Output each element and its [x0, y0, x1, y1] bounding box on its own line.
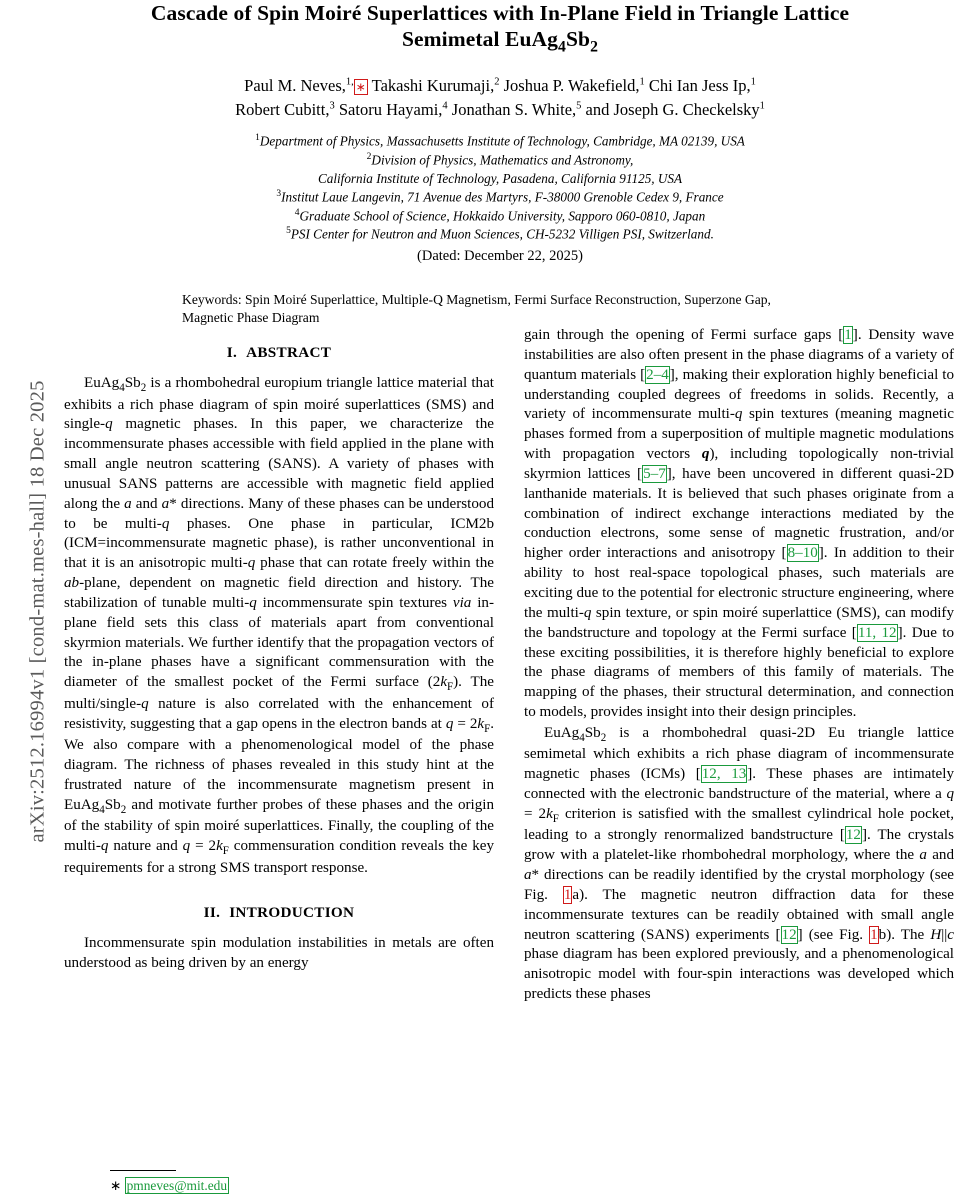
date-line: (Dated: December 22, 2025) [417, 247, 583, 264]
affiliation-item: $^1$Department of Physics, Massachusetts Institute of Technology, Cambridge, MA 02139, USA [255, 133, 745, 149]
affiliation-item: $^5$PSI Center for Neutron and Muon Sciences, CH-5232 Villigen PSI, Switzerland. [286, 226, 714, 242]
corresponding-author-footnote-link[interactable]: ∗ [355, 79, 366, 94]
citation-link[interactable]: 2–4 [646, 366, 669, 383]
arxiv-identifier-stamp: arXiv:2512.16994v1 [cond-mat.mes-hall] 18 Dec 2025 [26, 380, 49, 843]
intro-paragraph-3: $EuAg_4Sb_2$ is a rhombohedral quasi-2D Eu triangle lattice semimetal which exhibits a rich phase diagram of incommensurate magnetic phases (ICMs) [12, 13]. These phases are intimately connected with the electronic bandstructure of the material, where a $q = 2k_F$ criterion is satisfied with the smallest cylindrical hole pocket, leading to a strongly renormalized bandstructure [12]. The crystals grow with a platelet-like rhombohedral morphology, where the a and a* directions can be readily identified by the crystal morphology (see Fig. 1a). The magnetic neutron diffraction data for these incommensurate textures can be readily obtained with small angle neutron scattering (SANS) experiments [12] (see Fig. 1b). The H||c phase diagram has been explored previously, and a phenomenological anisotropic model with four-spin interactions was developed which predicts these phases [524, 724, 955, 1003]
paper-page [46, 0, 954, 1200]
affiliation-item: $^3$Institut Laue Langevin, 71 Avenue des Martyrs, F-38000 Grenoble Cedex 9, France [276, 188, 724, 205]
affiliation-item: $^4$Graduate School of Science, Hokkaido University, Sapporo 060-0810, Japan [294, 207, 706, 223]
citation-link[interactable]: 12 [845, 827, 861, 844]
corresponding-email-link[interactable]: pmneves@mit.edu [126, 1178, 228, 1193]
affiliation-list [46, 132, 954, 243]
author-line-2: Robert Cubitt,$^3$ Satoru Hayami,$^4$ Jonathan S. White,$^5$ and Joseph G. Checkelsky$^1$ [235, 99, 765, 119]
citation-link[interactable]: 11, 12 [857, 624, 897, 641]
author-list [46, 74, 954, 122]
section-heading-introduction: II. INTRODUCTION [203, 904, 355, 922]
figure-reference-link[interactable]: 1 [563, 886, 572, 903]
citation-link[interactable]: 1 [844, 327, 852, 343]
figure-reference-link[interactable]: 1 [870, 926, 878, 943]
affiliation-item: California Institute of Technology, Pasadena, California 91125, USA [317, 170, 683, 186]
keywords-block: Keywords: Spin Moiré Superlattice, Multiple-Q Magnetism, Fermi Surface Reconstruction, Superzone Gap, Magnetic Phase Diagram [182, 291, 771, 326]
citation-link[interactable]: 12, 13 [701, 766, 747, 783]
footnote-rule [110, 1170, 176, 1171]
intro-paragraph-1: Incommensurate spin modulation instabilities in metals are often understood as being driven by an energy [64, 935, 494, 972]
column-left [64, 326, 494, 1005]
footnote-marker: ∗ [110, 1178, 122, 1193]
column-right [524, 326, 954, 1005]
title-line-2: Semimetal $EuAg_4Sb_2$ [401, 27, 599, 56]
section-heading-abstract: I. ABSTRACT [226, 344, 332, 361]
two-column-body [64, 326, 954, 1005]
title-line-1: Cascade of Spin Moiré Superlattices with In-Plane Field in Triangle Lattice [150, 1, 850, 25]
intro-paragraph-2: gain through the opening of Fermi surface gaps [1]. Density wave instabilities are also often present in the phase diagrams of a variety of quantum materials [2–4], making their exploration highly beneficial to understanding coupled degrees of freedoms in solids. Recently, a variety of incommensurate multi-q spin textures (meaning magnetic phases formed from a superposition of multiple magnetic modulations with propagation vectors q), including topologically non-trivial skyrmion lattices [5–7], have been uncovered in different quasi-2D lanthanide materials. It is believed that such phases originate from a combination of indirect exchange interactions mediated by the conduction electrons, some sense of magnetic frustration, and/or higher order interactions and anisotropy [8–10]. In addition to their ability to host real-space topological phases, such materials are exciting due to the potential for electronic structure engineering, where the multi-q spin texture, or spin moiré superlattice (SMS), can modify the bandstructure and topology at the Fermi surface [11, 12]. Due to these exciting possibilities, it is therefore highly beneficial to explore the phase diagrams of members of this family of materials. The mapping of the phases, their structural determination, and connection to models, provides insight into their design principles. [524, 327, 955, 721]
page-title [46, 0, 954, 57]
footnote-block [110, 1170, 510, 1194]
citation-link[interactable]: 12 [781, 926, 797, 943]
citation-link[interactable]: 8–10 [787, 545, 818, 562]
abstract-paragraph: $EuAg_4Sb_2$ is a rhombohedral europium triangle lattice material that exhibits a rich phase diagram of spin moiré superlattices (SMS) and single-q magnetic phases. In this paper, we characterize the incommensurate phases accessible with field applied in the plane with small angle neutron scattering (SANS). A variety of phases with unusual SANS patterns are accessible with magnetic field applied along the a and a* directions. Many of these phases can be understood to be multi-q phases. One phase in particular, ICM2b (ICM=incommensurate magnetic phase), is rather unconventional in that it is an anisotropic multi-q phase that can rotate freely within the ab-plane, dependent on magnetic field direction and history. The stabilization of tunable multi-q incommensurate spin textures via in-plane field sets this class of materials apart from conventional skyrmion materials. We further identify that the propagation vectors of the in-plane phases have a significant commensuration with the diameter of the smallest pocket of the Fermi surface $(2k_F)$. The multi/single-q nature is also correlated with the enhancement of resistivity, suggesting that a gap opens in the electron bands at $q = 2k_F$. We also compare with a phenomenological model of the phase diagram. The richness of phases revealed in this study hint at the frustrated nature of the incommensurate magnetism present in $EuAg_4Sb_2$ and motivate further probes of these phases and the origin of the stability of spin moiré superlattices. Finally, the coupling of the multi-q nature and $q = 2k_F$ commensuration condition reveals the key requirements for a strong SMS transport response. [64, 375, 495, 876]
affiliation-item: $^2$Division of Physics, Mathematics and Astronomy, [366, 152, 634, 168]
citation-link[interactable]: 5–7 [643, 465, 666, 482]
author-line-1: Paul M. Neves,$^{1,}$ ∗ Takashi Kurumaji,$^2$ Joshua P. Wakefield,$^1$ Chi Ian Jess Ip,$^1$ [244, 75, 756, 95]
